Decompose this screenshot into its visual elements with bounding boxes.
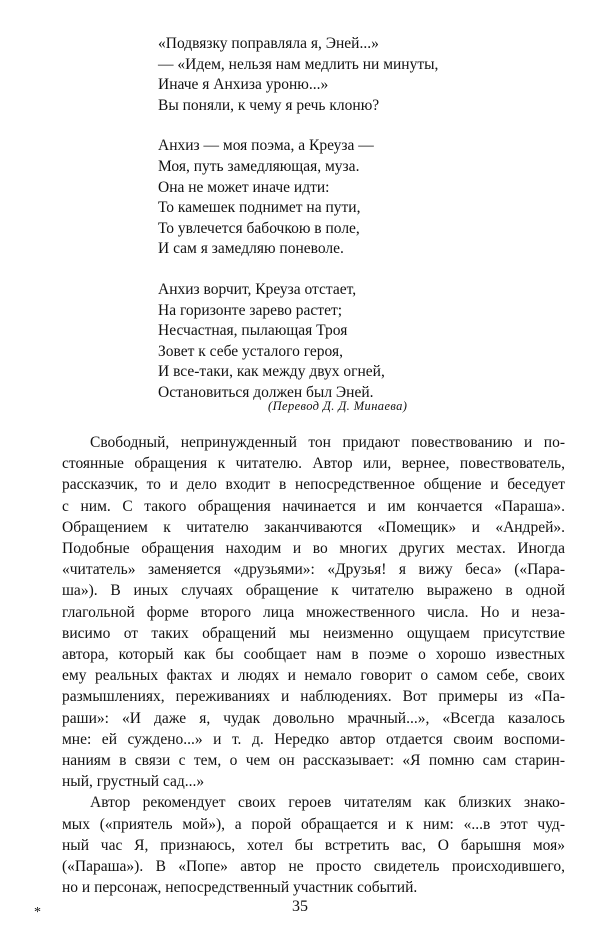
prose-line: ша»). В иных случаях обращение к читателю выражено в одной: [62, 582, 565, 600]
prose-line: стоянные обращения к читателю. Автор или, вернее, повествователь,: [62, 455, 565, 473]
prose-line: наниям в связи с тем, о чем он рассказывает: «Я помню сам старин-: [62, 752, 565, 770]
poem-stanza: [158, 136, 438, 260]
prose-line: («Параша»). В «Попе» автор не просто свидетель происходившего,: [62, 858, 565, 876]
poem-line: И все-таки, как между двух огней,: [158, 363, 385, 381]
prose-line: размышлениях, переживаниях и наблюдениях. Вот примеры из «Па-: [62, 688, 565, 706]
poem-line: Анхиз — моя поэма, а Креуза —: [158, 137, 374, 155]
prose-line: мне: ей суждено...» и т. д. Нередко автор отдается своим воспоми-: [62, 730, 565, 748]
prose-line: ный час Я, признаюсь, хотел бы встретить вас, О барышня моя»: [62, 836, 565, 854]
poem-line: Анхиз ворчит, Креуза отстает,: [158, 280, 357, 298]
poem-line: Несчастная, пылающая Троя: [158, 322, 348, 340]
prose-paragraph: [62, 432, 565, 792]
poem-line: Иначе я Анхиза уроню...»: [158, 76, 329, 94]
poem-stanza: [158, 280, 438, 404]
prose-line: но и персонаж, непосредственный участник событий.: [62, 879, 418, 897]
prose-line: рассказчик, то и дело входит в непосредственное общение и беседует: [62, 476, 565, 494]
prose-line: висимо от таких обращений мы неизменно ощущаем присутствие: [62, 624, 565, 642]
prose-line: Автор рекомендует своих героев читателям как близких знако-: [90, 794, 565, 812]
prose-body: [62, 432, 565, 898]
prose-line: Обращением к читателю заканчиваются «Помещик» и «Андрей».: [62, 518, 565, 536]
prose-line: с ним. С такого обращения начинается и им кончается «Параша».: [62, 497, 565, 515]
poem-line: «Подвязку поправляла я, Эней...»: [158, 35, 379, 52]
prose-line: раши»: «И даже я, чудак довольно мрачный...», «Всегда казалось: [62, 709, 565, 727]
poem-line: Моя, путь замедляющая, муза.: [158, 157, 360, 175]
translator-credit: (Перевод Д. Д. Минаева): [268, 399, 408, 413]
poem-line: На горизонте зарево растет;: [158, 301, 343, 319]
prose-line: мых («приятель мой»), а порой обращается и к ним: «...в этот чуд-: [62, 815, 565, 833]
prose-line: Свободный, непринужденный тон придают повествованию и по-: [90, 434, 565, 451]
poem-line: Остановиться должен был Эней.: [158, 383, 374, 401]
prose-line: Подобные обращения находим и во многих других местах. Иногда: [62, 540, 565, 558]
poem-line: — «Идем, нельзя нам медлить ни минуты,: [158, 55, 439, 73]
poem: [158, 34, 438, 424]
poem-line: Зовет к себе усталого героя,: [158, 342, 343, 360]
prose-line: ный, грустный сад...»: [62, 773, 205, 791]
poem-stanza: [158, 34, 438, 116]
poem-line: То увлечется бабочкою в поле,: [158, 219, 360, 237]
prose-paragraph: [62, 792, 565, 898]
poem-line: То камешек поднимет на пути,: [158, 199, 361, 217]
poem-line: Она не может иначе идти:: [158, 178, 330, 196]
page-number: 35: [292, 898, 308, 915]
prose-line: «читатель» заменяется «друзьями»: «Друзья! я вижу беса» («Пара-: [62, 561, 565, 579]
poem-line: Вы поняли, к чему я речь клоню?: [158, 96, 380, 114]
poem-line: И сам я замедляю поневоле.: [158, 240, 344, 258]
prose-line: глагольной форме второго лица множественного числа. Но и неза-: [62, 603, 565, 621]
prose-line: автора, который как бы сообщает нам в поэме о хорошо известных: [62, 646, 565, 664]
footer-mark: *: [34, 905, 41, 920]
prose-line: ему реальных фактах и людях и немало говорит о самом себе, своих: [62, 667, 565, 685]
